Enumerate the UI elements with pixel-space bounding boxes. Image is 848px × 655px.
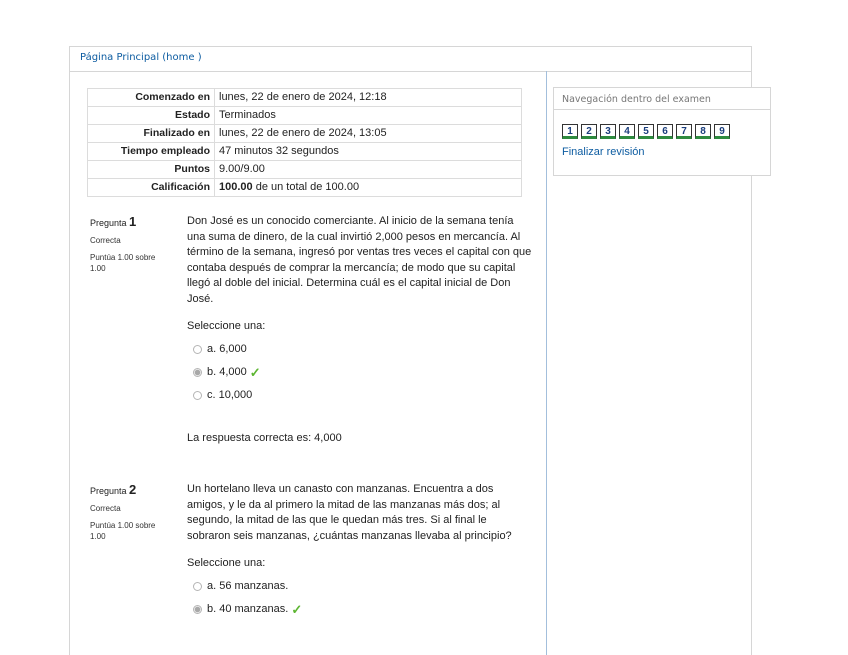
answer-radio-selected[interactable] xyxy=(193,605,202,614)
grade-total: de un total de 100.00 xyxy=(252,181,360,193)
answer-radio[interactable] xyxy=(193,582,202,591)
summary-label: Puntos xyxy=(88,161,215,179)
finish-review-link[interactable]: Finalizar revisión xyxy=(562,146,645,158)
question-state: Correcta xyxy=(90,504,121,513)
question-nav-button[interactable]: 8 xyxy=(695,124,711,139)
answer-radio[interactable] xyxy=(193,391,202,400)
question-2-body xyxy=(187,482,532,618)
question-text: Un hortelano lleva un canasto con manzanas. Encuentra a dos amigos, y le da al primero la mitad de las manzanas más dos; al segundo, la mitad de las que le quedan más tres. Si al final le sobraron seis manzanas, ¿cuántas manzanas llevaba al principio? xyxy=(187,483,512,542)
question-text: Don José es un conocido comerciante. Al inicio de la semana tenía una suma de dinero, de la cual invirtió 2,000 pesos en mercancía. Al término de la semana, ingresó por ventas tres veces el capital con que contaba después de comprar la mercancía; de modo que su capital llegó al doble del inicial. Determina cuál es el capital inicial de Don José. xyxy=(187,215,532,305)
checkmark-icon: ✓ xyxy=(291,601,303,617)
quiz-navigation-title: Navegación dentro del examen xyxy=(554,88,770,110)
answer-prompt: Seleccione una: xyxy=(187,320,266,332)
question-2-info xyxy=(90,482,170,542)
question-title xyxy=(90,482,170,497)
summary-label: Finalizado en xyxy=(88,125,215,143)
summary-value: Terminados xyxy=(215,107,522,125)
summary-row xyxy=(88,161,522,179)
answer-option xyxy=(193,388,532,404)
answer-label: b. 40 manzanas. xyxy=(207,602,289,615)
question-grade: Puntúa 1.00 sobre 1.00 xyxy=(90,253,156,273)
attempt-summary-table xyxy=(87,88,522,197)
summary-value: 47 minutos 32 segundos xyxy=(215,143,522,161)
question-1-body xyxy=(187,214,532,446)
answer-option xyxy=(193,602,532,618)
answer-label: a. 6,000 xyxy=(207,342,247,355)
summary-row xyxy=(88,89,522,107)
column-divider xyxy=(546,71,547,655)
answer-option xyxy=(193,579,532,595)
summary-value xyxy=(215,179,522,197)
question-prefix: Pregunta xyxy=(90,218,127,228)
answer-label: b. 4,000 xyxy=(207,365,247,378)
grade-value: 100.00 xyxy=(219,181,253,193)
summary-label: Tiempo empleado xyxy=(88,143,215,161)
summary-value: 9.00/9.00 xyxy=(215,161,522,179)
checkmark-icon: ✓ xyxy=(249,364,261,380)
question-nav-button[interactable]: 4 xyxy=(619,124,635,139)
question-1-info xyxy=(90,214,170,274)
answer-prompt: Seleccione una: xyxy=(187,557,266,569)
answer-option xyxy=(193,342,532,358)
quiz-navigation-block xyxy=(553,87,771,176)
question-grade: Puntúa 1.00 sobre 1.00 xyxy=(90,521,156,541)
answer-label: a. 56 manzanas. xyxy=(207,579,289,592)
summary-value: lunes, 22 de enero de 2024, 12:18 xyxy=(215,89,522,107)
correct-answer-feedback: La respuesta correcta es: 4,000 xyxy=(187,431,342,444)
question-nav-button[interactable]: 1 xyxy=(562,124,578,139)
summary-label: Calificación xyxy=(88,179,215,197)
summary-row xyxy=(88,179,522,197)
summary-label: Comenzado en xyxy=(88,89,215,107)
page xyxy=(69,46,752,655)
question-title xyxy=(90,214,170,229)
question-nav-buttons xyxy=(562,124,733,139)
breadcrumb xyxy=(70,46,751,72)
summary-row xyxy=(88,107,522,125)
question-number: 1 xyxy=(129,214,137,229)
answer-radio[interactable] xyxy=(193,345,202,354)
question-nav-button[interactable]: 9 xyxy=(714,124,730,139)
home-link[interactable]: Página Principal (home ) xyxy=(80,52,202,63)
question-nav-button[interactable]: 5 xyxy=(638,124,654,139)
summary-row xyxy=(88,125,522,143)
question-nav-button[interactable]: 6 xyxy=(657,124,673,139)
question-state: Correcta xyxy=(90,236,121,245)
summary-value: lunes, 22 de enero de 2024, 13:05 xyxy=(215,125,522,143)
question-nav-button[interactable]: 7 xyxy=(676,124,692,139)
question-nav-button[interactable]: 2 xyxy=(581,124,597,139)
answer-option xyxy=(193,365,532,381)
answer-label: c. 10,000 xyxy=(207,388,253,401)
question-number: 2 xyxy=(129,482,137,497)
summary-label: Estado xyxy=(88,107,215,125)
question-prefix: Pregunta xyxy=(90,486,127,496)
question-nav-button[interactable]: 3 xyxy=(600,124,616,139)
summary-row xyxy=(88,143,522,161)
answer-radio-selected[interactable] xyxy=(193,368,202,377)
